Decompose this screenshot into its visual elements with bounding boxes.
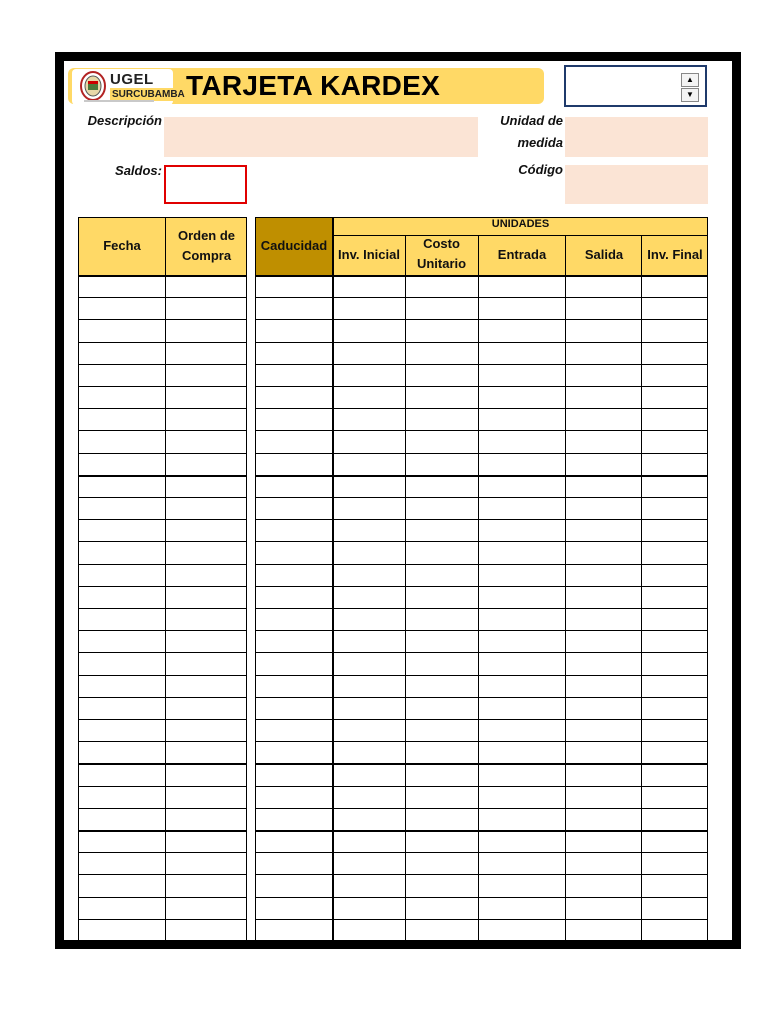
grid-col-line <box>641 235 642 941</box>
grid-col-line <box>246 217 247 941</box>
col-header-caducidad <box>255 217 333 275</box>
table-row-line <box>255 608 708 609</box>
table-row-line <box>255 497 708 498</box>
logo-tagline-line <box>84 100 154 102</box>
table-row-line <box>78 675 247 676</box>
table-row-line <box>255 519 708 520</box>
table-row-line <box>255 919 708 920</box>
grid-row-line <box>255 217 708 218</box>
logo-text-ugel: UGEL <box>110 71 154 88</box>
table-row-line <box>78 897 247 898</box>
table-row-line <box>78 541 247 542</box>
table-row-line <box>255 719 708 720</box>
spin-up-button[interactable]: ▲ <box>681 73 699 87</box>
header-entrada-text: Entrada <box>497 247 547 262</box>
table-row-line <box>78 386 247 387</box>
unidad-medida-field[interactable] <box>565 117 708 157</box>
header-orden-line2: Compra <box>181 248 232 263</box>
table-row-line <box>78 941 247 942</box>
table-row-line <box>255 453 708 454</box>
saldos-field[interactable] <box>164 165 247 204</box>
table-row-line <box>255 786 708 787</box>
descripcion-field[interactable] <box>164 117 478 157</box>
col-header-fecha <box>78 217 166 275</box>
label-codigo: Código <box>518 162 563 177</box>
col-header-entrada <box>478 235 566 275</box>
header-salida-text: Salida <box>584 247 624 262</box>
header-fecha-text: Fecha <box>103 238 141 253</box>
table-row-line <box>78 475 247 477</box>
table-row-line <box>255 630 708 631</box>
table-row-line <box>78 408 247 409</box>
table-row-line <box>78 564 247 565</box>
grid-col-line <box>332 217 334 941</box>
spin-down-button[interactable]: ▼ <box>681 88 699 102</box>
col-header-costo <box>405 232 478 275</box>
label-unidad-line1: Unidad de <box>500 113 563 128</box>
grid-col-line <box>165 217 166 941</box>
table-row-line <box>78 652 247 653</box>
seal-icon <box>80 71 106 101</box>
header-orden-line1: Orden de <box>177 228 236 243</box>
header-costo-line1: Costo <box>423 235 460 251</box>
table-row-line <box>255 941 708 942</box>
table-row-line <box>255 408 708 409</box>
table-row-line <box>255 541 708 542</box>
label-unidad-line2: medida <box>517 135 563 150</box>
table-row-line <box>78 519 247 520</box>
grid-row-line <box>333 235 708 236</box>
label-descripcion: Descripción <box>87 113 162 128</box>
table-row-line <box>78 319 247 320</box>
table-row-line <box>78 763 247 765</box>
label-saldos: Saldos: <box>115 163 162 178</box>
header-inv-final-text: Inv. Final <box>647 247 703 262</box>
table-row-line <box>255 297 708 298</box>
table-row-line <box>255 475 708 477</box>
ugel-logo <box>72 69 185 105</box>
grid-col-line <box>707 217 708 941</box>
grid-col-line <box>78 217 79 941</box>
table-row-line <box>255 763 708 765</box>
table-row-line <box>78 630 247 631</box>
grid-col-line <box>565 235 566 941</box>
grid-col-line <box>255 217 256 941</box>
table-row-line <box>78 786 247 787</box>
header-inv-inicial-text: Inv. Inicial <box>338 247 400 262</box>
table-row-line <box>78 297 247 298</box>
table-row-line <box>78 364 247 365</box>
table-row-line <box>255 386 708 387</box>
table-row-line <box>78 430 247 431</box>
table-row-line <box>78 741 247 742</box>
logo-text-surcubamba: SURCUBAMBA <box>112 89 185 100</box>
codigo-field[interactable] <box>565 165 708 204</box>
table-row-line <box>78 497 247 498</box>
table-row-line <box>255 342 708 343</box>
spinner-field[interactable] <box>564 65 707 107</box>
table-row-line <box>78 830 247 832</box>
header-costo-line2: Unitario <box>416 255 467 271</box>
col-header-inv-inicial <box>333 235 405 275</box>
col-header-inv-final <box>642 235 708 275</box>
table-row-line <box>255 430 708 431</box>
table-row-line <box>255 675 708 676</box>
table-row-line <box>255 586 708 587</box>
grid-row-line <box>78 217 247 218</box>
col-header-salida <box>566 235 642 275</box>
table-row-line <box>255 830 708 832</box>
table-row-line <box>78 342 247 343</box>
table-row-line <box>78 719 247 720</box>
grid-col-line <box>405 235 406 941</box>
table-row-line <box>255 741 708 742</box>
table-row-line <box>78 697 247 698</box>
table-row-line <box>78 919 247 920</box>
table-row-line <box>255 897 708 898</box>
table-row-line <box>255 874 708 875</box>
col-header-orden <box>166 217 247 275</box>
table-row-line <box>78 874 247 875</box>
table-row-line <box>255 697 708 698</box>
table-row-line <box>255 364 708 365</box>
page-title: TARJETA KARDEX <box>186 70 441 101</box>
table-row-line <box>255 852 708 853</box>
table-row-line <box>78 275 247 277</box>
table-row-line <box>255 275 708 277</box>
group-header-unidades <box>333 217 708 235</box>
table-row-line <box>255 808 708 809</box>
table-row-line <box>78 453 247 454</box>
table-row-line <box>78 852 247 853</box>
table-row-line <box>255 564 708 565</box>
table-row-line <box>255 319 708 320</box>
table-row-line <box>78 586 247 587</box>
table-row-line <box>255 652 708 653</box>
table-row-line <box>78 608 247 609</box>
header-unidades-text: UNIDADES <box>491 218 550 230</box>
table-row-line <box>78 808 247 809</box>
header-caducidad-text: Caducidad <box>260 238 328 253</box>
grid-col-line <box>478 235 479 941</box>
